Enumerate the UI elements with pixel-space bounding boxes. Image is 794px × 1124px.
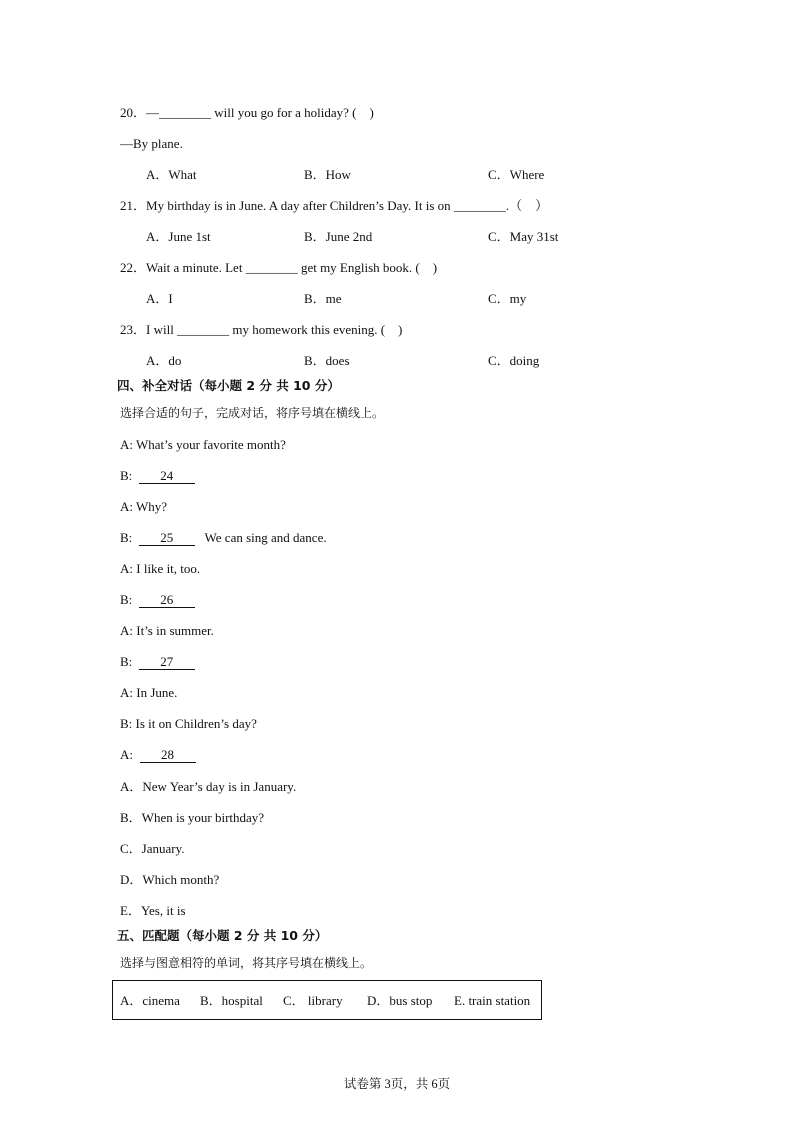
speaker-label: A: xyxy=(120,561,133,576)
option-a[interactable]: A．June 1st xyxy=(146,229,211,244)
word-bank-item: B．hospital xyxy=(200,993,263,1008)
option-c[interactable]: C．Where xyxy=(488,167,545,182)
dialogue-text: Why? xyxy=(136,499,168,514)
dialogue-text: Is it on Children’s day? xyxy=(135,716,257,731)
question-text: My birthday is in June. A day after Children’s Day. It is on xyxy=(146,198,454,213)
question-text: will you go for a holiday? ( ) xyxy=(211,105,374,120)
section-instruction: 选择与图意相符的单词，将其序号填在横线上。 xyxy=(120,956,373,970)
choice-b: B．When is your birthday? xyxy=(120,810,265,825)
option-a[interactable]: A．do xyxy=(146,353,182,368)
option-c[interactable]: C．my xyxy=(488,291,527,306)
word-bank-item: C． library xyxy=(283,993,343,1008)
question-number: 23． xyxy=(120,322,147,337)
dialogue-text: We can sing and dance. xyxy=(204,530,327,545)
dialogue-line xyxy=(120,498,167,516)
speaker-label: A: xyxy=(120,499,133,514)
question-text: I will xyxy=(146,322,178,337)
dialogue-line xyxy=(120,467,195,485)
speaker-label: A: xyxy=(120,685,133,700)
question-21 xyxy=(120,197,548,215)
choice-e: E．Yes, it is xyxy=(120,903,186,918)
page-footer: 试卷第 3页，共 6页 xyxy=(343,1077,451,1091)
speaker-label: B: xyxy=(120,468,133,483)
choice-d: D．Which month? xyxy=(120,872,220,887)
answer-blank[interactable]: 24 xyxy=(139,469,195,484)
section-instruction: 选择合适的句子，完成对话，将序号填在横线上。 xyxy=(120,406,385,420)
choice-a: A．New Year’s day is in January. xyxy=(120,779,297,794)
speaker-label: A: xyxy=(120,437,133,452)
dialogue-line xyxy=(120,591,195,609)
question-number: 20． xyxy=(120,105,147,120)
question-number: 22． xyxy=(120,260,147,275)
question-number: 21． xyxy=(120,198,147,213)
option-c[interactable]: C．May 31st xyxy=(488,229,559,244)
speaker-label: B: xyxy=(120,592,133,607)
dialogue-line xyxy=(120,684,177,702)
dialogue-line xyxy=(120,436,286,454)
answer-blank[interactable]: 26 xyxy=(139,593,195,608)
word-bank-item: A．cinema xyxy=(120,993,180,1008)
question-text: Wait a minute. Let xyxy=(146,260,246,275)
option-a[interactable]: A．I xyxy=(146,291,173,306)
answer-blank[interactable]: ________ xyxy=(245,260,298,275)
option-b[interactable]: B．June 2nd xyxy=(304,229,373,244)
question-text: — xyxy=(146,105,160,120)
option-b[interactable]: B．How xyxy=(304,167,351,182)
option-c[interactable]: C．doing xyxy=(488,353,540,368)
question-20-reply: —By plane. xyxy=(120,136,183,151)
word-bank-item: E. train station xyxy=(454,993,531,1008)
section-heading: 四、补全对话（每小题 2 分 共 10 分） xyxy=(117,378,340,393)
section-heading: 五、匹配题（每小题 2 分 共 10 分） xyxy=(117,928,328,943)
answer-blank[interactable]: ________ xyxy=(453,198,506,213)
dialogue-line xyxy=(120,715,257,733)
dialogue-line xyxy=(120,622,214,640)
question-text: .（ ） xyxy=(505,198,549,213)
question-23 xyxy=(120,321,402,339)
answer-blank[interactable]: ________ xyxy=(177,322,230,337)
answer-blank[interactable]: 27 xyxy=(139,655,195,670)
speaker-label: B: xyxy=(120,654,133,669)
word-bank-item: D．bus stop xyxy=(367,993,433,1008)
dialogue-text: What’s your favorite month? xyxy=(136,437,286,452)
speaker-label: B: xyxy=(120,530,133,545)
option-a[interactable]: A．What xyxy=(146,167,197,182)
speaker-label: A: xyxy=(120,623,133,638)
word-bank-box xyxy=(112,980,542,1020)
speaker-label: A: xyxy=(120,747,133,762)
dialogue-line xyxy=(120,529,327,547)
speaker-label: B: xyxy=(120,716,133,731)
dialogue-text: It’s in summer. xyxy=(136,623,214,638)
question-20 xyxy=(120,104,374,122)
option-b[interactable]: B．does xyxy=(304,353,350,368)
answer-blank[interactable]: ________ xyxy=(159,105,212,120)
answer-blank[interactable]: 25 xyxy=(139,531,195,546)
dialogue-line xyxy=(120,746,196,764)
dialogue-line xyxy=(120,560,200,578)
choice-c: C．January. xyxy=(120,841,185,856)
option-b[interactable]: B．me xyxy=(304,291,342,306)
question-22 xyxy=(120,259,437,277)
question-text: get my English book. ( ) xyxy=(297,260,438,275)
dialogue-line xyxy=(120,653,195,671)
question-text: my homework this evening. ( ) xyxy=(229,322,403,337)
dialogue-text: I like it, too. xyxy=(136,561,201,576)
answer-blank[interactable]: 28 xyxy=(140,748,196,763)
dialogue-text: In June. xyxy=(136,685,178,700)
